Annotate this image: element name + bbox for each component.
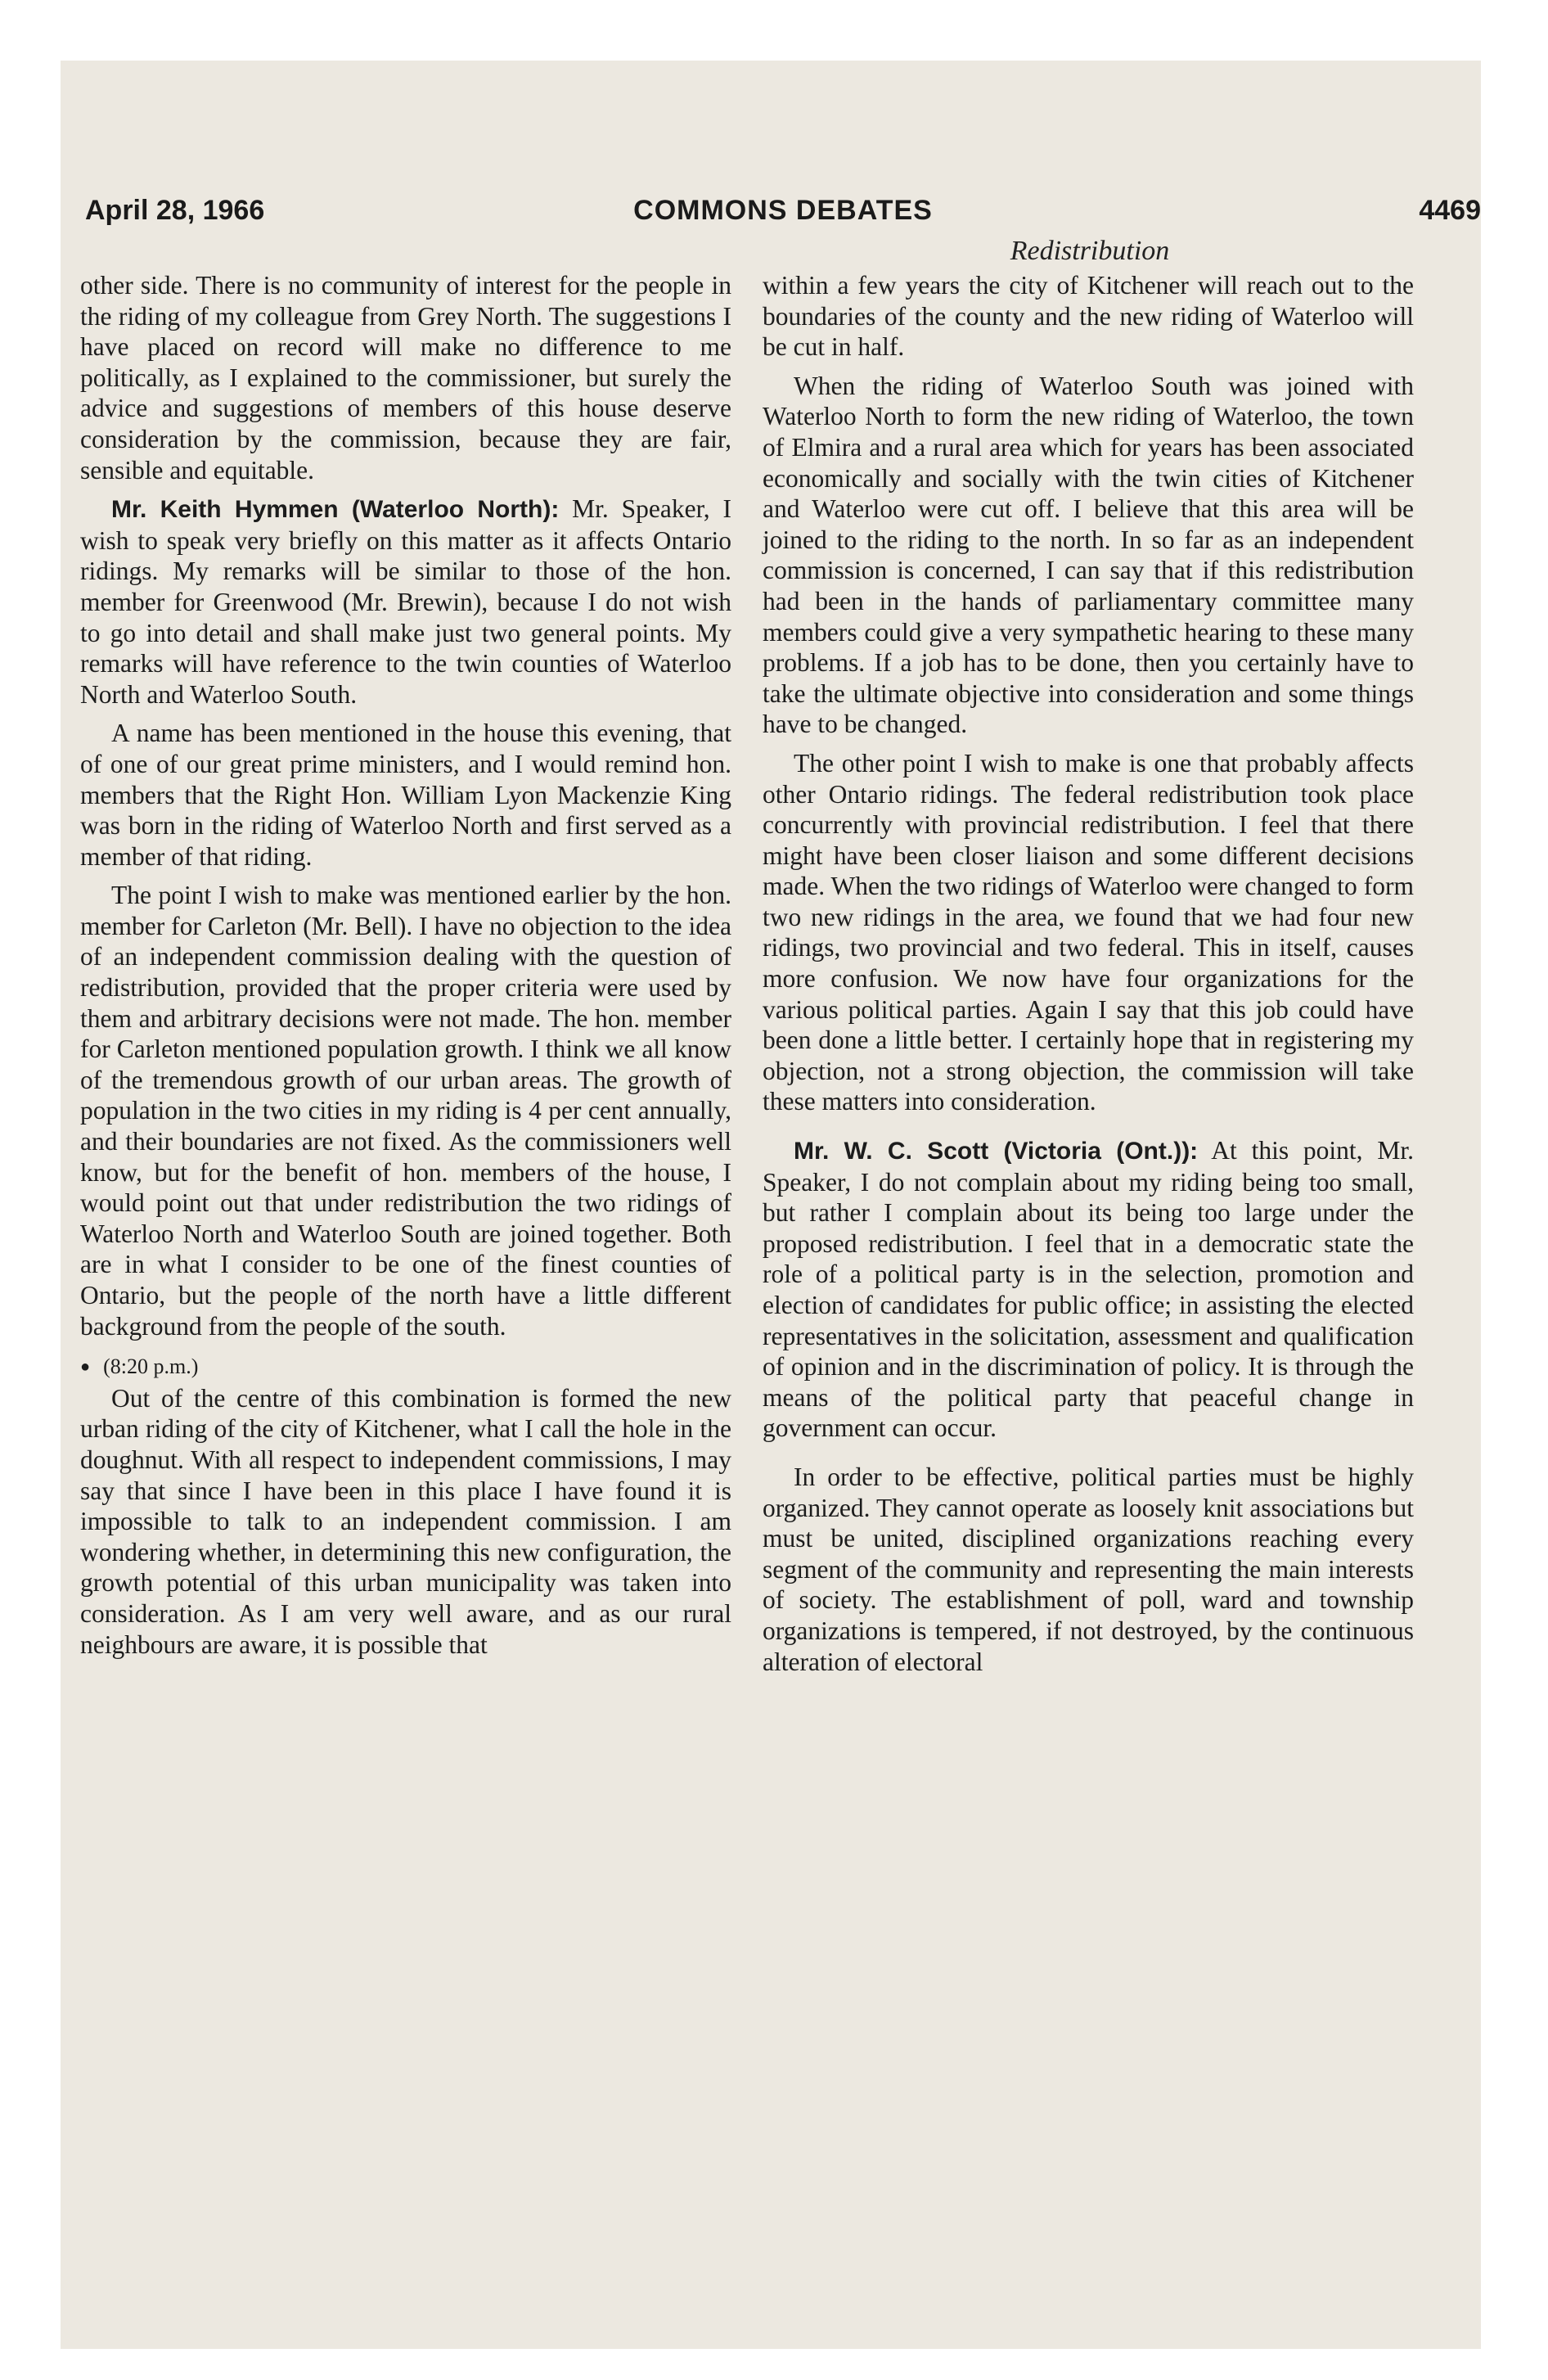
bullet-icon: ● — [80, 1358, 91, 1377]
paragraph: In order to be effective, political parties must be highly organized. They cannot operate as loosely knit associations but must be united, disciplined organizations reaching every segment of the community and representing the main interests of society. The establishment of poll, ward and township organizations is tempered, if not destroyed, by the continuous alteration of electoral — [763, 1462, 1414, 1676]
header-date: April 28, 1966 — [85, 195, 265, 226]
page-header — [85, 195, 1481, 231]
speech-text: Mr. Speaker, I wish to speak very briefly on this matter as it affects Ontario ridings. My remarks will be similar to those of the hon. member for Greenwood (Mr. Brewin), because I do not wish to go into detail and shall make just two general points. My remarks will have reference to the twin counties of Waterloo North and Waterloo South. — [80, 494, 731, 709]
speech-paragraph — [80, 494, 731, 710]
time-marker — [80, 1350, 731, 1383]
speaker-name: Mr. W. C. Scott (Victoria (Ont.)): — [794, 1138, 1199, 1165]
speech-text: At this point, Mr. Speaker, I do not complain about my riding being too small, but rather I complain about its being too large under the proposed redistribution. I feel that in a democratic state the role of a political party is in the selection, promotion and election of candidates for public office; in assisting the elected representatives in the solicitation, assessment and qualification of opinion and in the discrimination of policy. It is through the means of the political party that peaceful change in government can occur. — [763, 1136, 1414, 1443]
page-number: 4469 — [1419, 195, 1481, 226]
paragraph: within a few years the city of Kitchener will reach out to the boundaries of the county and the new riding of Waterloo will be cut in half. — [763, 271, 1414, 362]
speaker-name: Mr. Keith Hymmen (Waterloo North): — [111, 496, 560, 524]
paragraph: When the riding of Waterloo South was joined with Waterloo North to form the new riding of Waterloo, the town of Elmira and a rural area which for years has been associated economically and socially with the twin cities of Kitchener and Waterloo were cut off. I believe that this area will be joined to the riding to the north. In so far as an independent commission is concerned, I can say that if this redistribution had been in the hands of parliamentary committee many members could give a very sympathetic hearing to these many problems. If a job has to be done, then you certainly have to take the ultimate objective into consideration and some things have to be changed. — [763, 371, 1414, 739]
time-stamp: (8:20 p.m.) — [103, 1355, 199, 1379]
header-title: COMMONS DEBATES — [633, 195, 933, 226]
right-column — [763, 270, 1414, 1677]
paragraph: A name has been mentioned in the house this evening, that of one of our great prime ministers, and I would remind hon. members that the Right Hon. William Lyon Mackenzie King was born in the riding of Waterloo North and first served as a member of that riding. — [80, 719, 731, 871]
paragraph: The point I wish to make was mentioned earlier by the hon. member for Carleton (Mr. Bell). I have no objection to the idea of an independent commission dealing with the question of redistribution, provided that the proper criteria were used by them and arbitrary decisions were not made. The hon. member for Carleton mentioned population growth. I think we all know of the tremendous growth of our urban areas. The growth of population in the two cities in my riding is 4 per cent annually, and their boundaries are not fixed. As the commissioners well know, but for the benefit of hon. members of the house, I would point out that under redistribution the two ridings of Waterloo North and Waterloo South are joined together. Both are in what I consider to be one of the finest counties of Ontario, but the people of the north have a little different background from the people of the south. — [80, 881, 731, 1341]
paragraph: other side. There is no community of interest for the people in the riding of my colleague from Grey North. The suggestions I have placed on record will make no difference to me politically, as I explained to the commissioner, but surely the advice and suggestions of members of this house deserve consideration by the commission, because they are fair, sensible and equitable. — [80, 271, 731, 485]
speech-paragraph — [763, 1135, 1414, 1444]
paragraph: The other point I wish to make is one that probably affects other Ontario ridings. The federal redistribution took place concurrently with provincial redistribution. I feel that there might have been closer liaison and some different decisions made. When the two ridings of Waterloo were changed to form two new ridings in the area, we found that we had four new ridings, two provincial and two federal. This in itself, causes more confusion. We now have four organizations for the various political parties. Again I say that this job could have been done a little better. I certainly hope that in registering my objection, not a strong objection, the commission will take these matters into consideration. — [763, 748, 1414, 1116]
left-column — [80, 270, 731, 1660]
subject-heading: Redistribution — [1010, 236, 1170, 266]
paragraph: Out of the centre of this combination is formed the new urban riding of the city of Kitchener, what I call the hole in the doughnut. With all respect to independent commissions, I may say that since I have been in this place I have found it is impossible to talk to an independent commission. I am wondering whether, in determining this new configuration, the growth potential of this urban municipality was taken into consideration. As I am very well aware, and as our rural neighbours are aware, it is possible that — [80, 1383, 731, 1659]
